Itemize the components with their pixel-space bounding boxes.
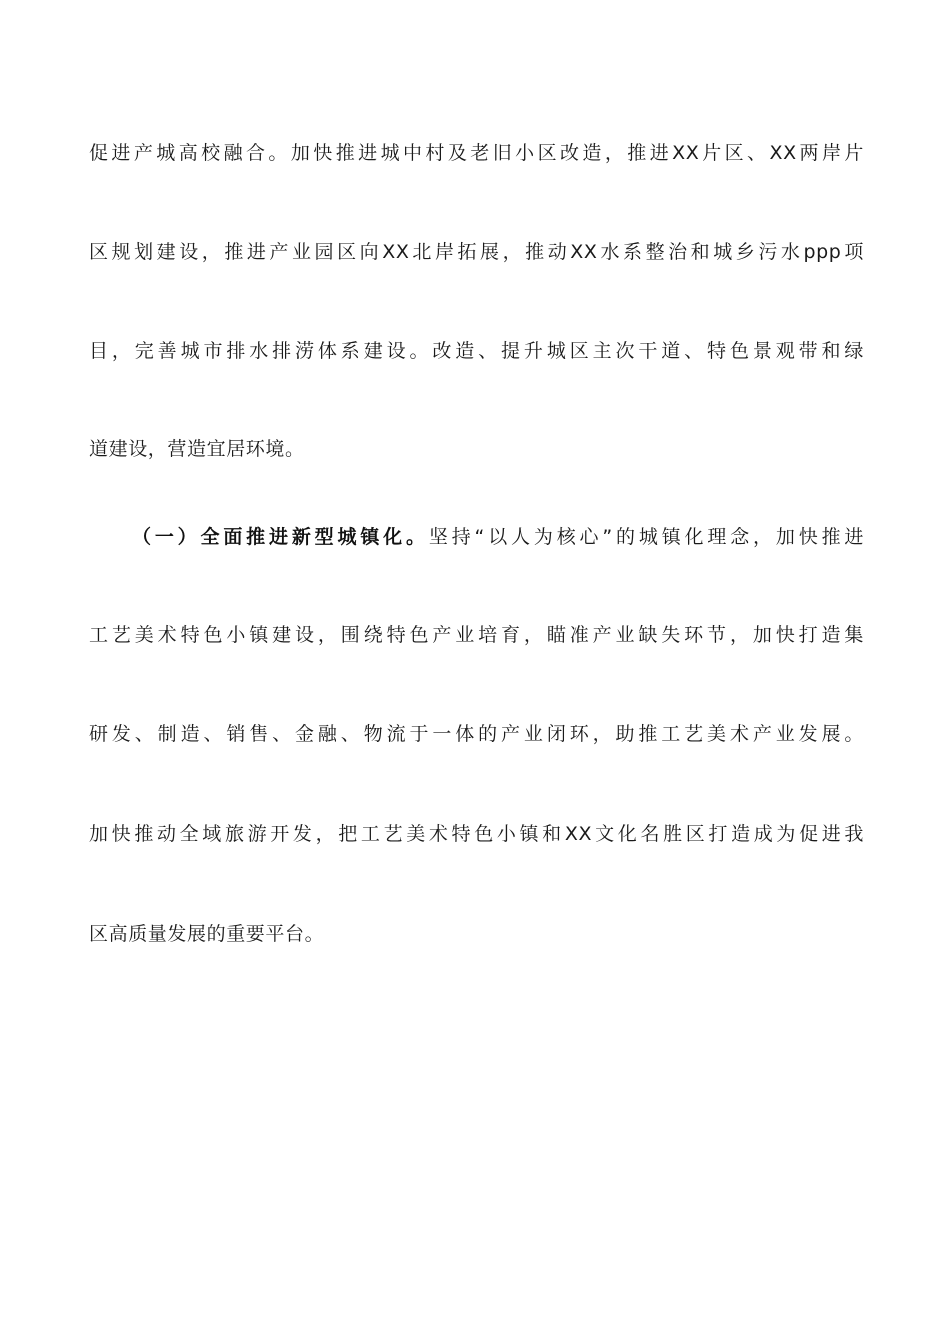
- paragraph-line: 加快推动全域旅游开发，把工艺美术特色小镇和XX文化名胜区打造成为促进我: [89, 823, 864, 845]
- paragraph-line: 区高质量发展的重要平台。: [89, 923, 325, 945]
- paragraph-line: 工艺美术特色小镇建设，围绕特色产业培育，瞄准产业缺失环节，加快打造集: [89, 624, 864, 646]
- paragraph-line: 促进产城高校融合。加快推进城中村及老旧小区改造，推进XX片区、XX两岸片: [89, 142, 864, 164]
- section-heading: （一）全面推进新型城镇化。: [132, 526, 429, 548]
- section-first-line: [132, 525, 864, 549]
- section-first-line-text: 坚持“以人为核心”的城镇化理念，加快推进: [428, 526, 864, 548]
- paragraph-line: 区规划建设，推进产业园区向XX北岸拓展，推动XX水系整治和城乡污水ppp项: [89, 241, 864, 263]
- paragraph-line: 研发、制造、销售、金融、物流于一体的产业闭环，助推工艺美术产业发展。: [89, 723, 864, 745]
- paragraph-line: 道建设，营造宜居环境。: [89, 438, 305, 460]
- paragraph-line: 目，完善城市排水排涝体系建设。改造、提升城区主次干道、特色景观带和绿: [89, 340, 864, 362]
